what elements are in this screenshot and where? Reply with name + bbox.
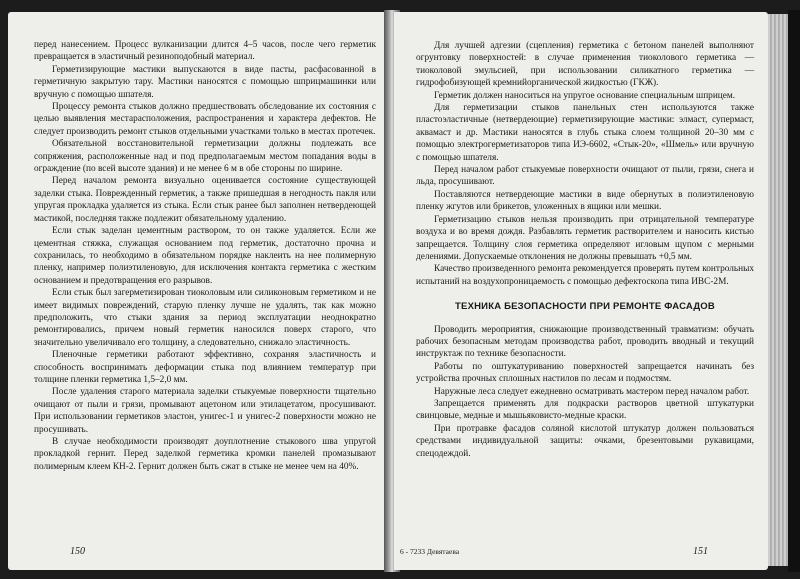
right-paragraph-10: Наружные леса следует ежедневно осматривать мастером перед началом работ. [434, 386, 750, 397]
right-paragraph-8: Проводить мероприятия, снижающие производственный травматизм: обучать рабочих безопасным методам производства работ, проводить вводный и текущий инструктаж по технике безопасности. [416, 324, 754, 360]
left-page [8, 12, 392, 570]
left-page-number: 150 [70, 545, 85, 557]
printer-signature: 6 - 7233 Девятаева [400, 546, 460, 556]
right-paragraph-5: Поставляются нетвердеющие мастики в виде обернутых в полиэтиленовую пленку жгутов или брикетов, уложенных в ящики или мешки. [416, 189, 754, 213]
left-paragraph-5: Перед началом ремонта визуально оценивается состояние существующей заделки стыка. Поврежденный герметик, а также пришедшая в негодность пакля или упругая прокладка удаляется из стыка. Если стык ранее был заполнен нетвердеющей мастикой, последняя также подлежит обязательному удалению. [34, 176, 376, 224]
right-paragraph-11: Запрещается применять для подкраски растворов цветной штукатурки свинцовые, медные и мышьяковисто-медные краски. [416, 398, 754, 422]
left-paragraph-9: После удаления старого материала заделки стыкуемые поверхности тщательно очищают от пыли и грязи, промывают ацетоном или этилацетатом, просушивают. При использовании герметиков эластон, унигес-1 и унигес-2 поверхности можно не просушивать. [34, 387, 376, 435]
left-paragraph-8: Пленочные герметики работают эффективно, сохраняя эластичность и способность воспринимать деформации стыка под влиянием температур при толщине пленки герметика 1,5–2,0 мм. [34, 350, 376, 385]
left-paragraph-10: В случае необходимости производят доуплотнение стыкового шва упругой прокладкой гернит. Перед заделкой герметика кромки панелей промазывают полимерным клеем КН-2. Гернит должен быть сжат в стыке не менее чем на 40%. [34, 437, 376, 472]
left-paragraph-6: Если стык заделан цементным раствором, то он также удаляется. Если же цементная стяжка, служащая основанием под герметик, достаточно прочна и сохранилась, то необходимо в обязательном порядке наклеить на нее полимерную пленку, например полиэтиленовую, для исключения контакта герметика с жестким основанием и предотвращения его разрывов. [34, 226, 376, 286]
page-edges [768, 14, 788, 566]
right-paragraph-4: Перед началом работ стыкуемые поверхности очищают от пыли, грязи, снега и льда, просушивают. [416, 165, 754, 188]
right-page [394, 12, 768, 570]
left-paragraph-3: Процессу ремонта стыков должно предшествовать обследование их состояния с целью выявления местарасположения, распространения и характера дефектов. Не следует производить ремонт стыков отдельными участками только в местах протечек. [34, 102, 376, 137]
right-paragraph-2: Герметик должен наноситься на упругое основание специальным шприцем. [434, 90, 736, 101]
section-title: ТЕХНИКА БЕЗОПАСНОСТИ ПРИ РЕМОНТЕ ФАСАДОВ [455, 301, 715, 313]
right-page-number: 151 [693, 545, 708, 557]
book-cover-edge [788, 10, 800, 572]
left-paragraph-2: Герметизирующие мастики выпускаются в виде пасты, расфасованной в герметичную закрытую тару. Мастики наносятся с помощью шприцмашинки или вручную с помощью шпателя. [34, 64, 376, 100]
right-paragraph-9: Работы по оштукатуриванию поверхностей запрещается начинать без устройства прочных сплошных настилов по лесам и подмостям. [416, 361, 754, 385]
left-paragraph-7: Если стык был загерметизирован тиоколовым или силиконовым герметиком и не имеет видимых повреждений, старую пленку лучше не удалять, так как можно предположить, что стыки здания за период эксплуатации неоднократно ремонтировались, причем новый герметик наносился поверх старого, что значительно увеличивало его толщину, а следовательно, снижало эластичность. [34, 288, 376, 348]
right-paragraph-12: При протравке фасадов соляной кислотой штукатур должен пользоваться средствами индивидуальной защиты: очками, брезентовыми рукавицами, спецодеждой. [416, 423, 754, 459]
right-paragraph-6: Герметизацию стыков нельзя производить при отрицательной температуре воздуха и во время дождя. Разбавлять герметик растворителем и наносить кистью запрещается. Толщину слоя герметика определяют игловым щупом с мерными делениями. Допускаемые отклонения не должны превышать +0,5 мм. [416, 214, 754, 262]
left-paragraph-4: Обязательной восстановительной герметизации должны подлежать все сопряжения, расположенные над и под предполагаемым местом попадания воды в ограждение (по всей высоте здания) и не менее 6 м в обе стороны по ширине. [34, 139, 376, 175]
right-paragraph-1: Для лучшей адгезии (сцепления) герметика с бетоном панелей выполняют огрунтовку поверхностей: в случае применения тиоколового герметика — тиоколовой эмульсией, при использовании силикатного герметика — гидрофобизующей кремнийорганической жидкостью (ГКЖ). [416, 41, 754, 89]
right-paragraph-7: Качество произведенного ремонта рекомендуется проверять путем контрольных испытаний на воздухопроницаемость с помощью дефектоскопа типа ИВС-2М. [416, 264, 754, 287]
left-paragraph-1: перед нанесением. Процесс вулканизации длится 4–5 часов, после чего герметик превращается в эластичный резиноподобный материал. [34, 40, 376, 63]
right-paragraph-3: Для герметизации стыков панельных стен используются также пластоэластичные (нетвердеющие) герметизирующие мастики: элмаст, супермаст, аквамаст и др. Мастики наносятся в глубь стыка слоем толщиной 20–30 мм с помощью электрогерметизаторов типа ИЭ-6602, «Стык-20», «Шмель» или вручную с помощью шпателя. [416, 103, 754, 163]
